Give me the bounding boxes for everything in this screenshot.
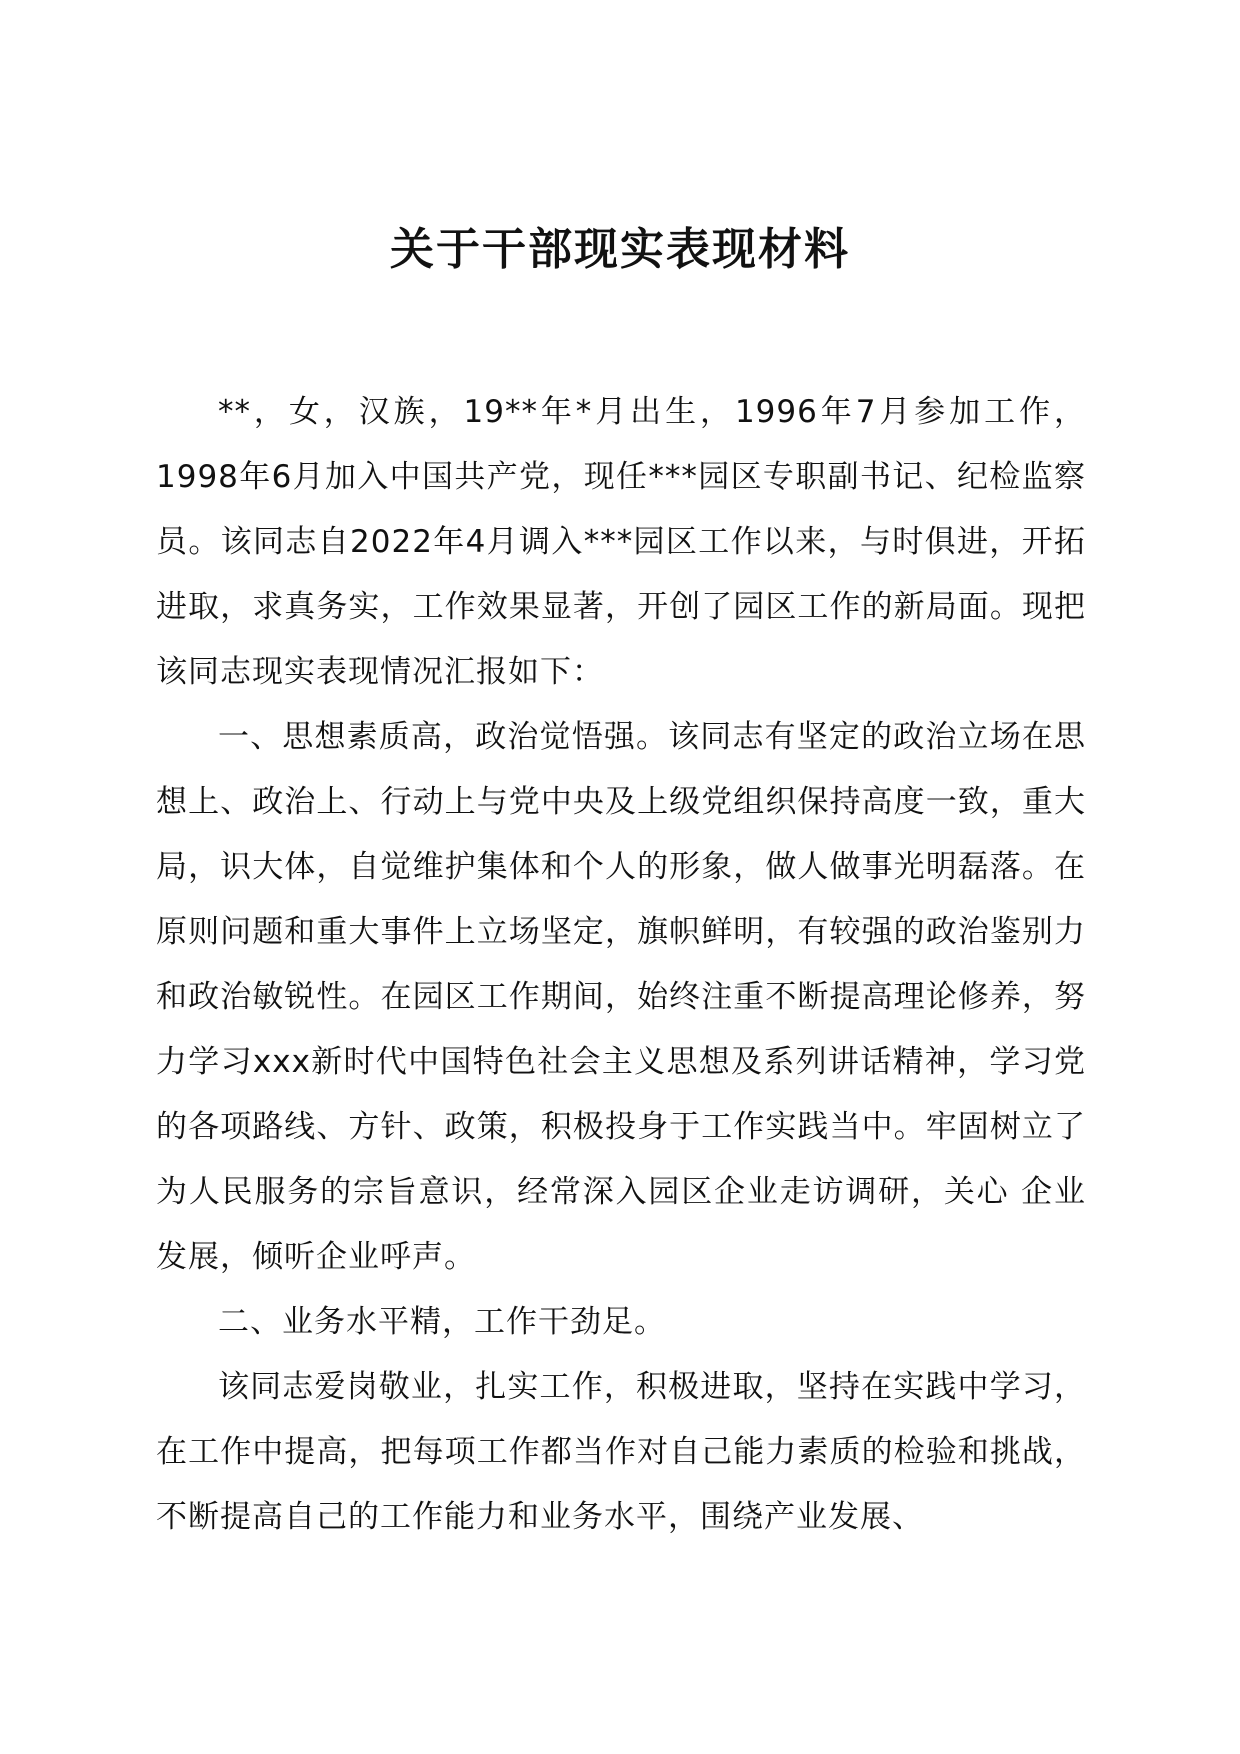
paragraph-intro: **，女，汉族，19**年*月出生，1996年7月参加工作，1998年6月加入中国共产党，现任***园区专职副书记、纪检监察员。该同志自2022年4月调入***园区工作以来，与时俱进，开拓进取，求真务实，工作效果显著，开创了园区工作的新局面。现把该同志现实表现情况汇报如下： [156,394,1086,690]
paragraph-section-2-heading: 二、业务水平精，工作干劲足。 [218,1304,666,1340]
paragraph-section-2-body: 该同志爱岗敬业，扎实工作，积极进取，坚持在实践中学习，在工作中提高，把每项工作都当作对自己能力素质的检验和挑战，不断提高自己的工作能力和业务水平，围绕产业发展、 [156,1369,1086,1535]
document-title: 关于干部现实表现材料 [390,224,850,275]
document-body [156,380,1086,1550]
paragraph-section-1: 一、思想素质高，政治觉悟强。该同志有坚定的政治立场在思想上、政治上、行动上与党中央及上级党组织保持高度一致，重大局，识大体，自觉维护集体和个人的形象，做人做事光明磊落。在原则问题和重大事件上立场坚定，旗帜鲜明，有较强的政治鉴别力和政治敏锐性。在园区工作期间，始终注重不断提高理论修养，努力学习xxx新时代中国特色社会主义思想及系列讲话精神，学习党的各项路线、方针、政策，积极投身于工作实践当中。牢固树立了为人民服务的宗旨意识，经常深入园区企业走访调研，关心 企业发展，倾听企业呼声。 [156,719,1086,1275]
